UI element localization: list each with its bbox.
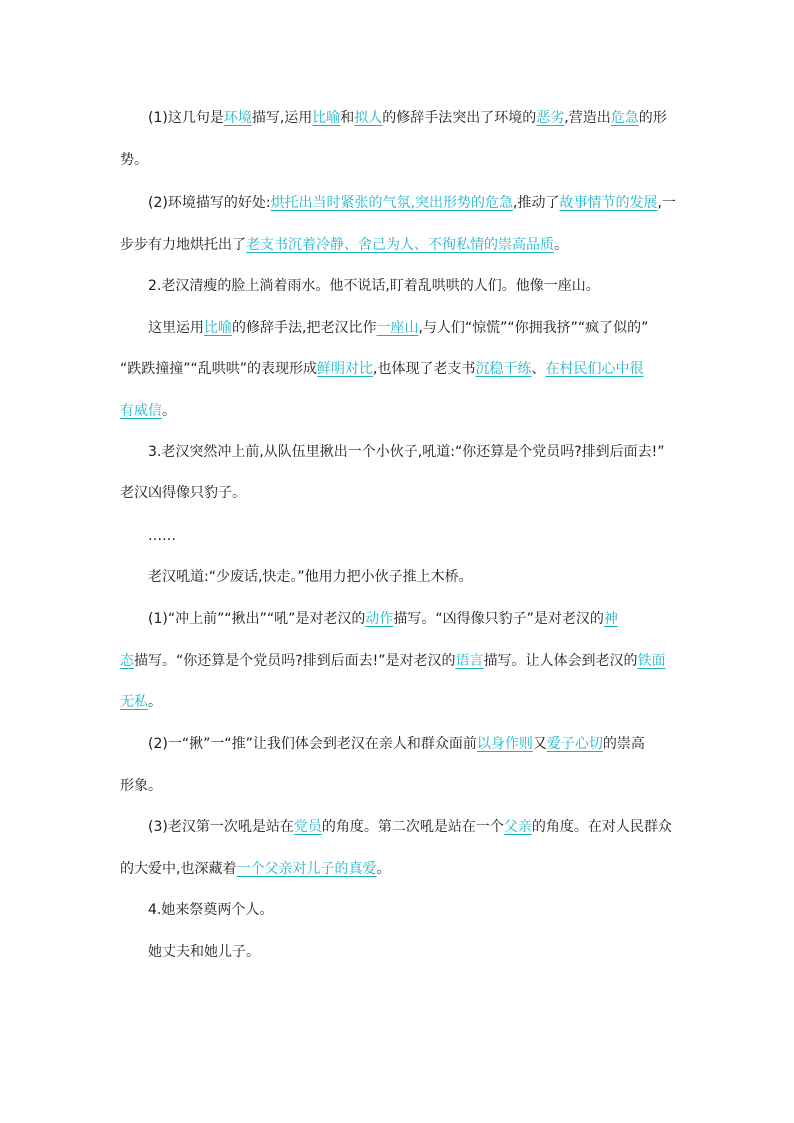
body-text: 这里运用 — [148, 320, 204, 336]
answer-text: 环境 — [223, 110, 252, 126]
body-text: ,营造出 — [564, 110, 611, 126]
text-line — [148, 567, 473, 587]
body-text: 又 — [532, 736, 547, 752]
body-text: 描写,运用 — [251, 110, 313, 126]
body-text: ,也体现了老支书 — [373, 361, 476, 377]
body-text: 势。 — [120, 152, 148, 168]
text-line — [148, 900, 273, 920]
body-text: 、 — [531, 361, 546, 377]
body-text: 她丈夫和她儿子。 — [148, 944, 260, 960]
answer-text: 烘托出当时紧张的气氛,突出形势的危急 — [270, 195, 514, 211]
text-line — [120, 235, 568, 255]
answer-text: 比喻 — [312, 110, 341, 126]
text-line — [148, 108, 667, 128]
answer-text: 在村民们心中很 — [545, 361, 644, 377]
text-line — [120, 483, 246, 503]
body-text: 2.老汉清瘦的脸上淌着雨水。他不说话,盯着乱哄哄的人们。他像一座山。 — [148, 278, 600, 294]
body-text: “跌跌撞撞”“乱哄哄”的表现形成 — [120, 361, 318, 377]
text-line — [148, 942, 260, 962]
text-line — [148, 526, 176, 546]
answer-text: 故事情节的发展 — [559, 195, 658, 211]
text-line — [120, 692, 162, 712]
body-text: (1)“冲上前”“揪出”“吼”是对老汉的 — [148, 611, 366, 627]
answer-text: 神 — [603, 611, 618, 627]
answer-text: 比喻 — [204, 320, 232, 336]
answer-text: 态 — [120, 653, 134, 669]
body-text: 的角度。第二次吼是站在一个 — [321, 819, 504, 835]
body-text: 描写。“你还算是个党员吗?排到后面去!”是对老汉的 — [134, 653, 456, 669]
text-line — [148, 442, 665, 462]
answer-text: 语言 — [455, 653, 484, 669]
body-text: 。 — [376, 861, 391, 877]
text-line — [148, 734, 645, 754]
body-text: 描写。让人体会到老汉的 — [483, 653, 638, 669]
answer-text: 鲜明对比 — [317, 361, 374, 377]
body-text: 的崇高 — [602, 736, 645, 752]
answer-text: 父亲 — [503, 819, 532, 835]
answer-text: 老支书沉着冷静、舍己为人、不徇私情的崇高品质 — [246, 237, 554, 253]
text-line — [148, 276, 600, 296]
answer-text: 有威信 — [120, 403, 162, 419]
body-text: 老汉凶得像只豹子。 — [120, 485, 246, 501]
answer-text: 无私 — [120, 694, 148, 710]
body-text: 的角度。在对人民群众 — [531, 819, 672, 835]
answer-text: 沉稳干练 — [475, 361, 532, 377]
answer-text: 铁面 — [637, 653, 666, 669]
body-text: 的大爱中,也深藏着 — [120, 861, 237, 877]
body-text: ,与人们“惊慌”“你拥我挤”“疯了似的” — [418, 320, 649, 336]
text-line — [120, 651, 666, 671]
answer-text: 爱子心切 — [546, 736, 603, 752]
body-text: 形象。 — [120, 778, 162, 794]
body-text: ,一 — [657, 195, 676, 211]
text-line — [120, 359, 643, 379]
body-text: 的修辞手法突出了环境的 — [382, 110, 537, 126]
body-text: 老汉吼道:“少废话,快走。”他用力把小伙子推上木桥。 — [148, 569, 473, 585]
body-text: 。 — [148, 694, 162, 710]
body-text: (3)老汉第一次吼是站在 — [148, 819, 294, 835]
body-text: 3.老汉突然冲上前,从队伍里揪出一个小伙子,吼道:“你还算是个党员吗?排到后面去!” — [148, 444, 665, 460]
answer-text: 拟人 — [354, 110, 383, 126]
body-text: 步步有力地烘托出了 — [120, 237, 246, 253]
text-line — [148, 318, 648, 338]
answer-text: 动作 — [365, 611, 394, 627]
answer-text: 一座山 — [376, 320, 419, 336]
text-line — [120, 859, 390, 879]
text-line — [148, 817, 672, 837]
text-line — [148, 609, 618, 629]
body-text: 4.她来祭奠两个人。 — [148, 902, 274, 918]
body-text: (1)这几句是 — [148, 110, 224, 126]
answer-text: 以身作则 — [476, 736, 533, 752]
answer-text: 一个父亲对儿子的真爱 — [236, 861, 377, 877]
body-text: 的修辞手法,把老汉比作 — [232, 320, 377, 336]
body-text: 。 — [162, 403, 176, 419]
text-line — [148, 193, 676, 213]
body-text: 描写。“凶得像只豹子”是对老汉的 — [393, 611, 604, 627]
body-text: (2)环境描写的好处: — [148, 195, 271, 211]
answer-text: 恶劣 — [536, 110, 565, 126]
body-text: …… — [148, 528, 176, 544]
text-line — [120, 401, 176, 421]
text-line — [120, 150, 148, 170]
text-line — [120, 776, 162, 796]
body-text: 。 — [554, 237, 568, 253]
body-text: (2)一“揪”一“推”让我们体会到老汉在亲人和群众面前 — [148, 736, 477, 752]
answer-text: 党员 — [293, 819, 322, 835]
answer-text: 危急 — [610, 110, 639, 126]
body-text: ,推动了 — [513, 195, 560, 211]
body-text: 的形 — [638, 110, 667, 126]
body-text: 和 — [340, 110, 355, 126]
